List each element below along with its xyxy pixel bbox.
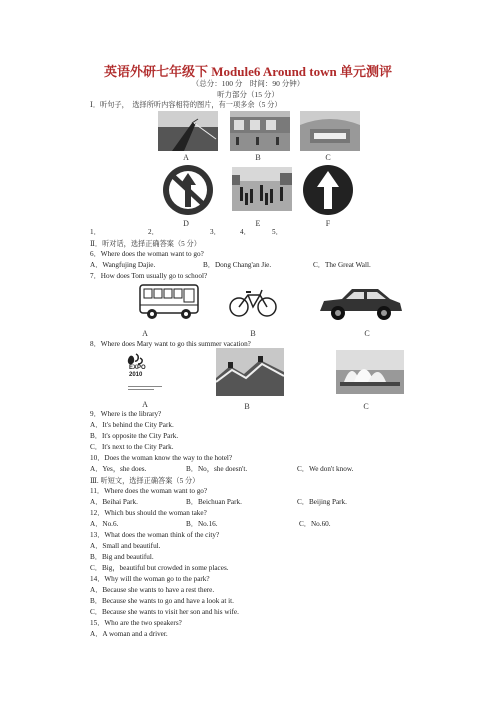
q14-option-a: A．Because she wants to have a rest there. (90, 586, 215, 594)
expo-text: EXPO (129, 365, 146, 371)
q6: 6．Where does the woman want to go? (90, 250, 204, 258)
label-d: D (183, 219, 189, 228)
q6-option-c: C．The Great Wall. (313, 261, 371, 269)
picture-f-straight-sign (302, 163, 354, 217)
label-e: E (255, 219, 261, 228)
q11: 11．Where does the woman want to go? (90, 487, 208, 495)
answer-slot-1: 1． (90, 228, 101, 236)
picture-e-exercise (232, 167, 292, 211)
q14: 14．Why will the woman go to the park? (90, 575, 210, 583)
q8-label-c: C (363, 402, 369, 411)
q15: 15．Who are the two speakers? (90, 619, 182, 627)
label-a: A (183, 153, 189, 162)
q14-option-c: C．Because she wants to visit her son and his wife. (90, 608, 239, 616)
picture-expo-logo (124, 352, 168, 396)
answer-slot-5: 5． (272, 228, 283, 236)
q9-option-a: A．It's behind the City Park. (90, 421, 174, 429)
picture-opera-house (336, 350, 404, 394)
q7-label-a: A (142, 329, 148, 338)
q10-option-a: A．Yes，she does. (90, 465, 147, 473)
q11-option-c: C．Beijing Park. (297, 498, 347, 506)
q10-option-c: C．We don't know. (297, 465, 354, 473)
answer-slot-3: 3． (210, 228, 221, 236)
picture-a-pier (158, 111, 218, 151)
picture-bicycle (228, 285, 278, 319)
q9-option-b: B．It's opposite the City Park. (90, 432, 179, 440)
q7: 7．How does Tom usually go to school? (90, 272, 208, 280)
q13-option-a: A．Small and beautiful. (90, 542, 161, 550)
label-c: C (325, 153, 331, 162)
part-heading: 听力部分（15 分） (217, 90, 279, 99)
picture-c-station (300, 111, 360, 151)
q7-label-c: C (364, 329, 370, 338)
q12: 12．Which bus should the woman take? (90, 509, 207, 517)
q9: 9．Where is the library? (90, 410, 162, 418)
q8-label-b: B (244, 402, 250, 411)
q6-option-a: A．Wangfujing Dajie. (90, 261, 156, 269)
q9-option-c: C．It's next to the City Park. (90, 443, 174, 451)
q12-option-a: A．No.6. (90, 520, 119, 528)
q10: 10．Does the woman know the way to the hotel? (90, 454, 233, 462)
label-f: F (325, 219, 331, 228)
section2-heading: Ⅱ．听对话，选择正确答案（5 分） (90, 240, 201, 248)
page-title: 英语外研七年级下 Module6 Around town 单元测评 (104, 64, 392, 79)
q8-label-a: A (142, 400, 148, 409)
answer-slot-2: 2． (148, 228, 159, 236)
picture-great-wall (216, 348, 284, 396)
q10-option-b: B．No，she doesn't. (186, 465, 248, 473)
label-b: B (255, 153, 261, 162)
q8: 8．Where does Mary want to go this summer vacation? (90, 340, 251, 348)
score-info: （总分：100 分 时间：90 分钟） (191, 79, 305, 88)
section3-heading: Ⅲ. 听短文，选择正确答案（5 分） (90, 477, 200, 485)
q14-option-b: B．Because she wants to go and have a look at it. (90, 597, 234, 605)
picture-car (316, 281, 404, 325)
q12-option-b: B．No.16. (186, 520, 218, 528)
q12-option-c: C．No.60. (299, 520, 331, 528)
q6-option-b: B．Dong Chang'an Jie. (203, 261, 272, 269)
q15-option-a: A．A woman and a driver. (90, 630, 168, 638)
q7-label-b: B (250, 329, 256, 338)
q13: 13．What does the woman think of the city? (90, 531, 220, 539)
expo-year: 2010 (129, 372, 143, 378)
answer-slot-4: 4． (240, 228, 251, 236)
picture-d-no-straight-sign (162, 163, 214, 217)
q13-option-b: B．Big and beautiful. (90, 553, 154, 561)
picture-bus (136, 281, 202, 323)
q11-option-a: A．Beihai Park. (90, 498, 138, 506)
section1-heading: Ⅰ．听句子， 选择所听内容相符的图片，有一项多余（5 分） (90, 101, 282, 109)
q13-option-c: C．Big，beautiful but crowded in some places. (90, 564, 229, 572)
picture-b-street (230, 111, 290, 151)
q11-option-b: B．Beichuan Park. (186, 498, 242, 506)
